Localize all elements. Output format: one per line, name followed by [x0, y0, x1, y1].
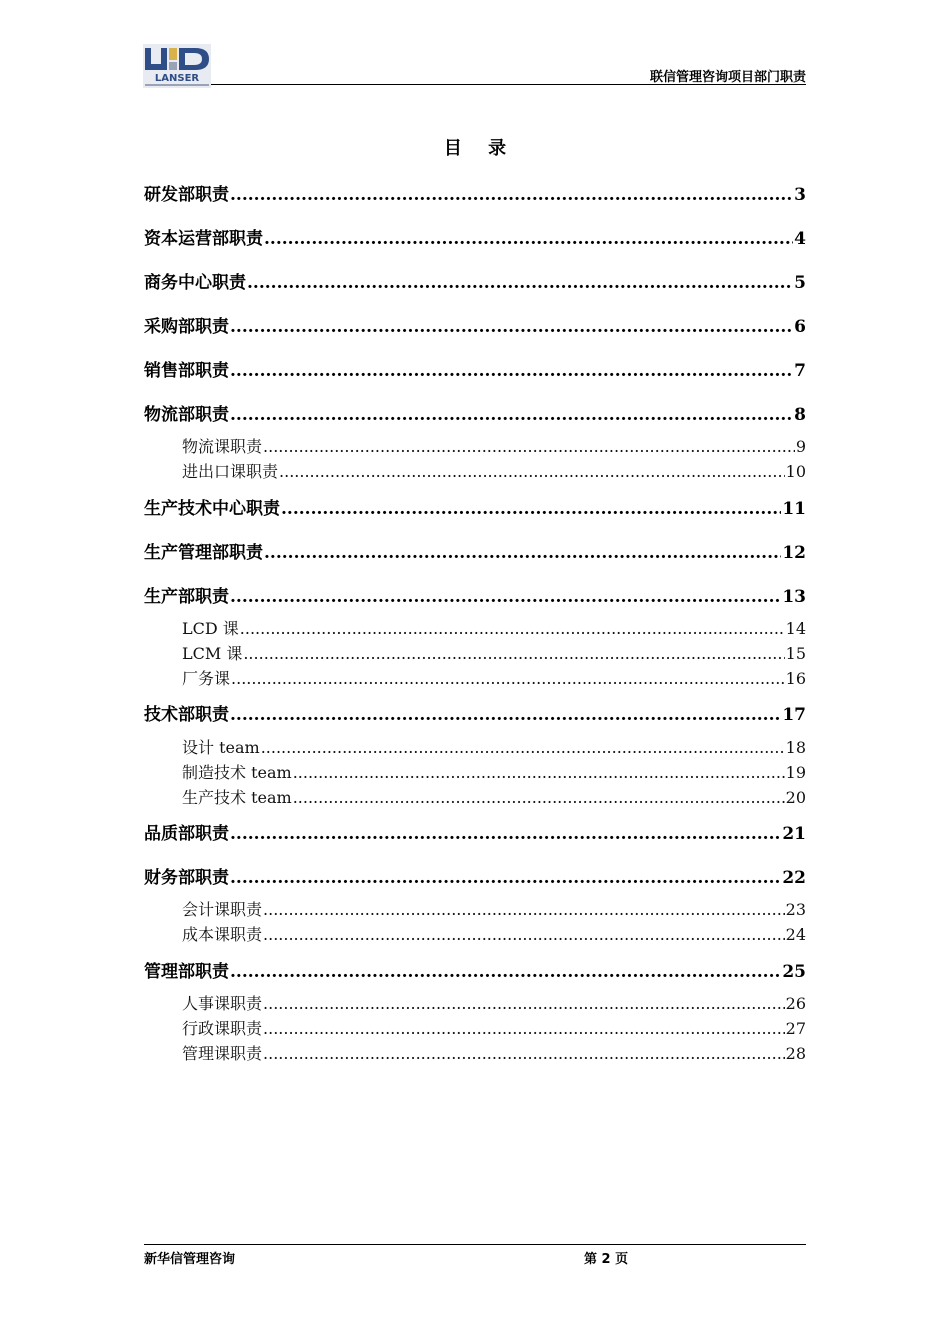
toc-entry[interactable]: [182, 991, 806, 1014]
toc-entry[interactable]: [144, 700, 806, 725]
toc-leader-dots: [264, 229, 793, 249]
toc-leader-dots: [231, 669, 785, 688]
toc-entry-label: 制造技术 team: [182, 763, 292, 782]
toc-entry[interactable]: [144, 268, 806, 293]
toc-entry-page: 12: [782, 543, 806, 563]
toc-entry-label: 管理部职责: [144, 962, 229, 982]
toc-leader-dots: [230, 962, 781, 982]
toc-entry[interactable]: [182, 897, 806, 920]
toc-leader-dots: [293, 763, 785, 782]
toc-leader-dots: [263, 437, 795, 456]
toc-entry[interactable]: [144, 494, 806, 519]
toc-entry-label: 设计 team: [182, 738, 260, 757]
toc-entry-label: 生产技术 team: [182, 788, 292, 807]
toc-leader-dots: [293, 788, 785, 807]
toc-leader-dots: [263, 900, 785, 919]
header-divider: [211, 84, 806, 85]
toc-entry-label: 成本课职责: [182, 925, 263, 944]
toc-title-left: 目: [443, 138, 462, 159]
toc-leader-dots: [230, 868, 781, 888]
toc-entry[interactable]: [182, 459, 806, 482]
toc-entry[interactable]: [182, 666, 806, 689]
toc-leader-dots: [243, 644, 784, 663]
toc-leader-dots: [230, 587, 781, 607]
toc-entry-page: 4: [794, 229, 806, 249]
toc-leader-dots: [240, 619, 785, 638]
toc-leader-dots: [263, 925, 785, 944]
toc-leader-dots: [230, 705, 781, 725]
toc-leader-dots: [230, 185, 793, 205]
toc-entry-label: 研发部职责: [144, 185, 229, 205]
toc-entry-page: 25: [782, 962, 806, 982]
toc-entry-label: LCM 课: [182, 644, 243, 663]
toc-entry-label: 财务部职责: [144, 868, 229, 888]
toc-entry-page: 18: [785, 738, 806, 757]
toc-entry-page: 3: [794, 185, 806, 205]
toc-entry-page: 6: [794, 317, 806, 337]
toc-entry[interactable]: [182, 785, 806, 808]
toc-entry-page: 26: [785, 994, 806, 1013]
toc-leader-dots: [230, 361, 793, 381]
toc-entry-label: 销售部职责: [144, 361, 229, 381]
toc-entry-label: 厂务课: [182, 669, 231, 688]
toc-entry[interactable]: [144, 400, 806, 425]
toc-entry-page: 11: [782, 499, 806, 519]
toc-entry-page: 7: [794, 361, 806, 381]
toc-entry[interactable]: [182, 616, 806, 639]
toc-leader-dots: [230, 405, 793, 425]
toc-entry-label: 物流课职责: [182, 437, 263, 456]
toc-entry-page: 15: [785, 644, 806, 663]
toc-entry-label: 技术部职责: [144, 705, 229, 725]
toc-entry[interactable]: [182, 434, 806, 457]
toc-leader-dots: [230, 317, 793, 337]
toc-entry[interactable]: [144, 224, 806, 249]
toc-entry-label: 会计课职责: [182, 900, 263, 919]
toc-entry[interactable]: [182, 735, 806, 758]
footer-company: 新华信管理咨询: [144, 1252, 236, 1267]
toc-entry-page: 24: [785, 925, 806, 944]
toc-entry-page: 23: [785, 900, 806, 919]
toc-entry-page: 22: [782, 868, 806, 888]
toc-entry-label: 物流部职责: [144, 405, 229, 425]
toc-entry-page: 9: [795, 437, 806, 456]
toc-entry[interactable]: [144, 819, 806, 844]
company-logo: [143, 44, 211, 88]
logo-text: LANSER: [154, 73, 200, 84]
toc-entry[interactable]: [144, 863, 806, 888]
toc-entry-page: 19: [785, 763, 806, 782]
toc-entry-label: 资本运营部职责: [144, 229, 263, 249]
toc-entry-label: 生产部职责: [144, 587, 229, 607]
toc-entry-label: 生产技术中心职责: [144, 499, 280, 519]
toc-entry-page: 20: [785, 788, 806, 807]
toc-entry[interactable]: [182, 1016, 806, 1039]
toc-leader-dots: [264, 543, 781, 563]
toc-entry-page: 5: [794, 273, 806, 293]
toc-entry[interactable]: [144, 356, 806, 381]
toc-entry[interactable]: [144, 312, 806, 337]
toc-entry-label: LCD 课: [182, 619, 239, 638]
toc-entry[interactable]: [182, 760, 806, 783]
toc-entry-page: 8: [794, 405, 806, 425]
header-title: 联信管理咨询项目部门职责: [649, 70, 806, 85]
toc-entry[interactable]: [182, 922, 806, 945]
toc-leader-dots: [230, 824, 781, 844]
toc-entry-label: 商务中心职责: [144, 273, 246, 293]
toc-entry-page: 16: [785, 669, 806, 688]
toc-entry-label: 行政课职责: [182, 1019, 263, 1038]
toc-leader-dots: [261, 738, 785, 757]
toc-leader-dots: [279, 462, 785, 481]
toc-entry-label: 采购部职责: [144, 317, 229, 337]
toc-entry-page: 17: [782, 705, 806, 725]
toc-entry[interactable]: [144, 538, 806, 563]
toc-entry-label: 进出口课职责: [182, 462, 279, 481]
toc-entry[interactable]: [144, 180, 806, 205]
toc-entry-label: 管理课职责: [182, 1044, 263, 1063]
toc-entry-page: 13: [782, 587, 806, 607]
toc-entry[interactable]: [144, 582, 806, 607]
toc-entry-label: 生产管理部职责: [144, 543, 263, 563]
toc-entry-page: 21: [782, 824, 806, 844]
toc-leader-dots: [263, 994, 785, 1013]
toc-entry[interactable]: [144, 957, 806, 982]
toc-entry-label: 品质部职责: [144, 824, 229, 844]
toc-leader-dots: [247, 273, 793, 293]
toc-leader-dots: [281, 499, 781, 519]
footer-page-number: 第 2 页: [584, 1252, 629, 1267]
toc-entry[interactable]: [182, 1041, 806, 1064]
footer-divider: [144, 1244, 806, 1245]
toc-entry[interactable]: [182, 641, 806, 664]
toc-leader-dots: [263, 1019, 785, 1038]
toc-entry-page: 10: [785, 462, 806, 481]
toc-leader-dots: [263, 1044, 785, 1063]
toc-title: [0, 134, 950, 160]
toc-entry-page: 27: [785, 1019, 806, 1038]
toc-title-right: 录: [488, 138, 507, 159]
toc-entry-page: 28: [785, 1044, 806, 1063]
toc-entry-page: 14: [785, 619, 806, 638]
toc-entry-label: 人事课职责: [182, 994, 263, 1013]
